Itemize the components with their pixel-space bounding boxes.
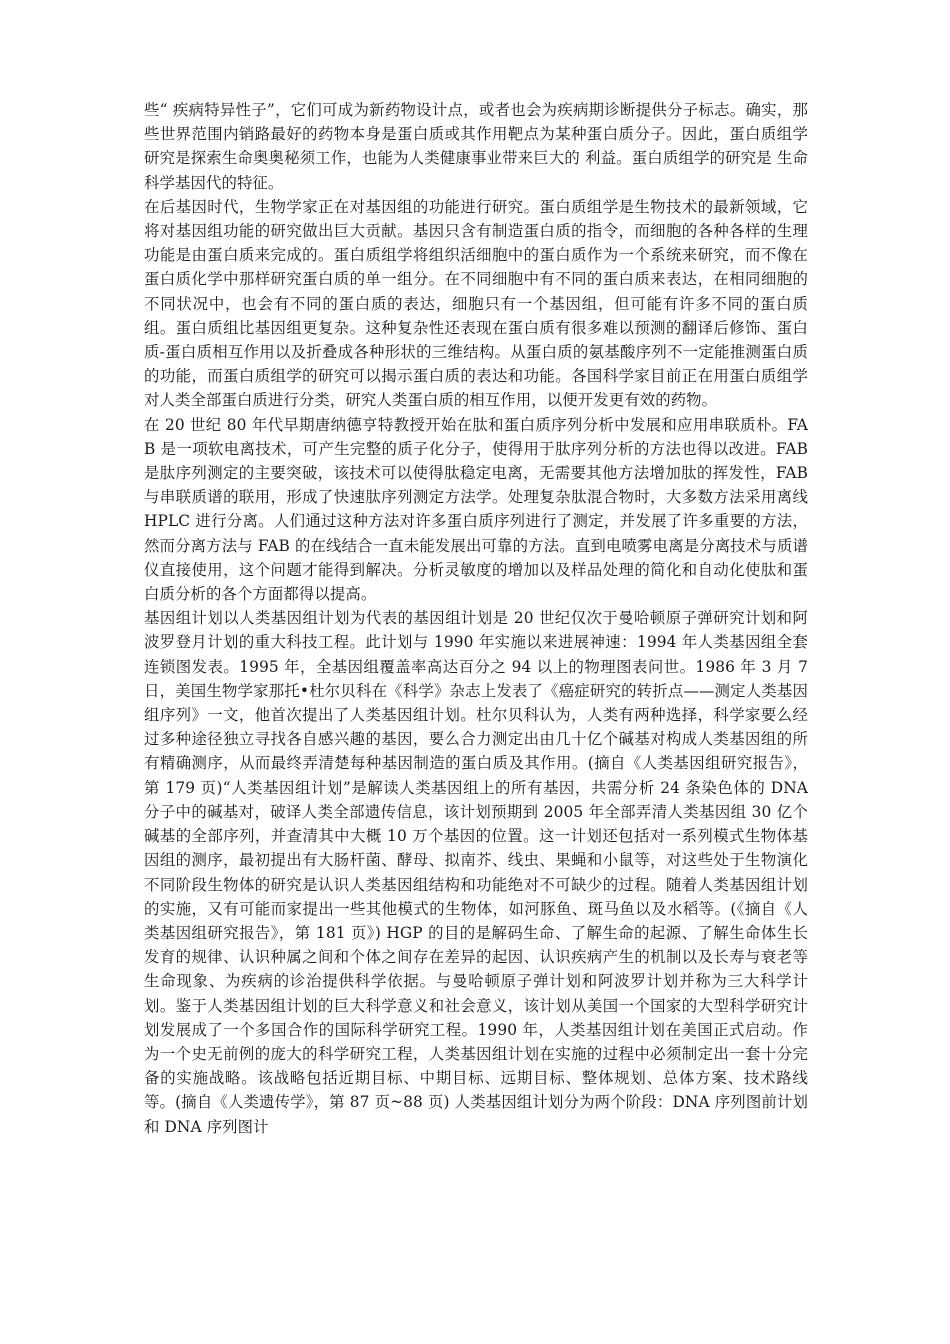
document-page xyxy=(144,98,808,1139)
paragraph-proteomics-significance: 些“ 疾病特异性子”，它们可成为新药物设计点，或者也会为疾病期诊断提供分子标志。确实，那些世界范围内销路最好的药物本身是蛋白质或其作用靶点为某种蛋白质分子。因此，蛋白质组学研究是探索生命奥奥秘须工作，也能为人类健康事业带来巨大的 利益。蛋白质组学的研究是 生命科学基因代的特征。 xyxy=(144,101,808,192)
paragraph-human-genome-project: 基因组计划以人类基因组计划为代表的基因组计划是 20 世纪仅次于曼哈顿原子弹研究计划和阿波罗登月计划的重大科技工程。此计划与 1990 年实施以来进展神速：1994 年人类基因组全套连锁图发表。1995 年，全基因组覆盖率高达百分之 94 以上的物理图表问世。1986 年 3 月 7 日，美国生物学家那托•杜尔贝科在《科学》杂志上发表了《癌症研究的转折点——测定人类基因组序列》一文，他首次提出了人类基因组计划。杜尔贝科认为，人类有两种选择，科学家要么经过多种途径独立寻找各自感兴趣的基因，要么合力测定出由几十亿个碱基对构成人类基因组的所有精确测序，从而最终弄清楚每种基因制造的蛋白质及其作用。(摘自《人类基因组研究报告》，第 179 页)“人类基因组计划”是解读人类基因组上的所有基因，共需分析 24 条染色体的 DNA 分子中的碱基对，破译人类全部遗传信息，该计划预期到 2005 年全部弄清人类基因组 30 亿个碱基的全部序列，并查清其中大概 10 万个基因的位置。这一计划还包括对一系列模式生物体基因组的测序，最初提出有大肠杆菌、酵母、拟南芥、线虫、果蝇和小鼠等，对这些处于生物演化不同阶段生物体的研究是认识人类基因组结构和功能绝对不可缺少的过程。随着人类基因组计划的实施，又有可能而家提出一些其他模式的生物体，如河豚鱼、斑马鱼以及水稻等。(《摘自《人类基因组研究报告》，第 181 页》) HGP 的目的是解码生命、了解生命的起源、了解生命体生长发育的规律、认识种属之间和个体之间存在差异的起因、认识疾病产生的机制以及长寿与衰老等生命现象、为疾病的诊治提供科学依据。与曼哈顿原子弹计划和阿波罗计划并称为三大科学计划。鉴于人类基因组计划的巨大科学意义和社会意义，该计划从美国一个国家的大型科学研究计划发展成了一个多国合作的国际科学研究工程。1990 年，人类基因组计划在美国正式启动。作为一个史无前例的庞大的科学研究工程，人类基因组计划在实施的过程中必须制定出一套十分完备的实施战略。该战略包括近期目标、中期目标、远期目标、整体规划、总体方案、技术路线等。(摘自《人类遗传学》，第 87 页~88 页) 人类基因组计划分为两个阶段：DNA 序列图前计划和 DNA 序列图计 xyxy=(144,609,808,1136)
paragraph-mass-spectrometry: 在 20 世纪 80 年代早期唐纳德亨特教授开始在肽和蛋白质序列分析中发展和应用串联质朴。FAB 是一项软电离技术，可产生完整的质子化分子，使得用于肽序列分析的方法也得以改进。FAB 是肽序列测定的主要突破，该技术可以使得肽稳定电离，无需要其他方法增加肽的挥发性，FAB 与串联质谱的联用，形成了快速肽序列测定方法学。处理复杂肽混合物时，大多数方法采用离线 HPLC 进行分离。人们通过这种方法对许多蛋白质序列进行了测定，并发展了许多重要的方法，然而分离方法与 FAB 的在线结合一直未能发展出可靠的方法。直到电喷雾电离是分离技术与质谱仪直接使用，这个问题才能得到解决。分析灵敏度的增加以及样品处理的简化和自动化使肽和蛋白质分析的各个方面都得以提高。 xyxy=(144,415,808,604)
paragraph-post-genome-era: 在后基因时代，生物学家正在对基因组的功能进行研究。蛋白质组学是生物技术的最新领域，它将对基因组功能的研究做出巨大贡献。基因只含有制造蛋白质的指令，而细胞的各种各样的生理功能是由蛋白质来完成的。蛋白质组学将组织活细胞中的蛋白质作为一个系统来研究，而不像在蛋白质化学中那样研究蛋白质的单一组分。在不同细胞中有不同的蛋白质来表达，在相同细胞的不同状况中，也会有不同的蛋白质的表达，细胞只有一个基因组，但可能有许多不同的蛋白质组。蛋白质组比基因组更复杂。这种复杂性还表现在蛋白质有很多难以预测的翻译后修饰、蛋白质-蛋白质相互作用以及折叠成各种形状的三维结构。从蛋白质的氨基酸序列不一定能推测蛋白质的功能，而蛋白质组学的研究可以揭示蛋白质的表达和功能。各国科学家目前正在用蛋白质组学对人类全部蛋白质进行分类，研究人类蛋白质的相互作用，以便开发更有效的药物。 xyxy=(144,197,808,410)
